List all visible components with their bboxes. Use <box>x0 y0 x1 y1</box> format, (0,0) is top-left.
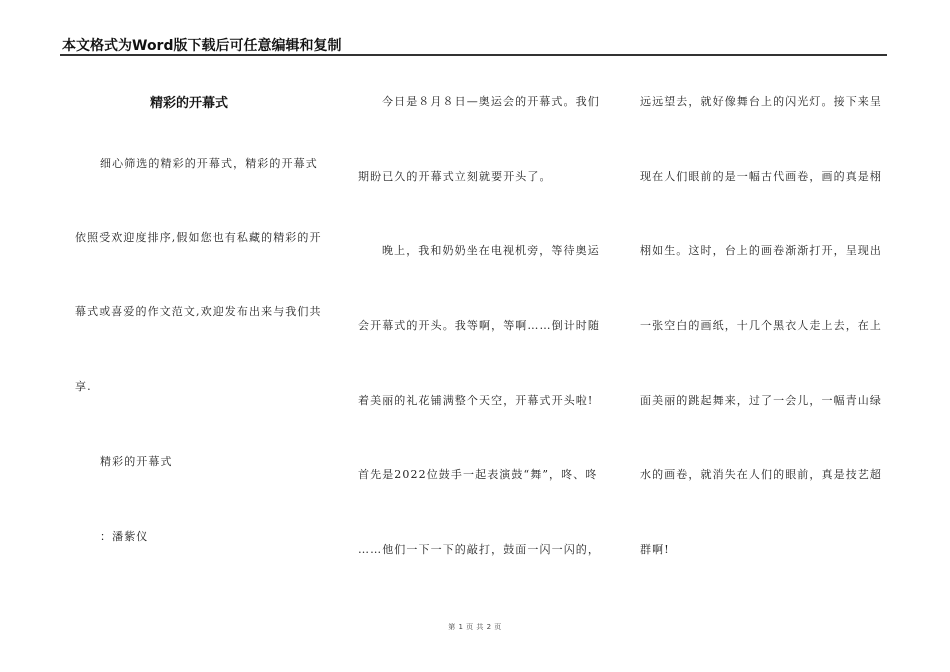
paragraph-line: 首先是2022位鼓手一起表演鼓“舞”，咚、咚 <box>358 468 598 481</box>
paragraph-line: ……他们一下一下的敲打，鼓面一闪一闪的， <box>358 543 600 556</box>
paragraph-line: 享. <box>75 380 92 393</box>
paragraph-line: 依照受欢迎度排序,假如您也有私藏的精彩的开 <box>75 231 322 244</box>
document-header-title: 本文格式为Word版下载后可任意编辑和复制 <box>62 38 342 54</box>
paragraph-line: 会开幕式的开头。我等啊，等啊……倒计时随 <box>358 319 600 332</box>
author-line: ：潘紫仪 <box>100 530 149 543</box>
paragraph-line: 栩如生。这时，台上的画卷渐渐打开，呈现出 <box>640 244 882 257</box>
paragraph-line: 群啊! <box>640 543 670 556</box>
header-divider <box>60 54 887 56</box>
paragraph-line: 着美丽的礼花铺满整个天空，开幕式开头啦! <box>358 394 594 407</box>
document-heading: 精彩的开幕式 <box>150 96 229 111</box>
paragraph-line: 晚上，我和奶奶坐在电视机旁，等待奥运 <box>382 244 600 257</box>
paragraph-line: 期盼已久的开幕式立刻就要开头了。 <box>358 170 552 183</box>
paragraph-line: 幕式或喜爱的作文范文,欢迎发布出来与我们共 <box>75 305 322 318</box>
page-number-footer: 第 1 页 共 2 页 <box>448 623 502 631</box>
paragraph-line: 水的画卷，就消失在人们的眼前，真是技艺超 <box>640 468 882 481</box>
paragraph-line: 面美丽的跳起舞来，过了一会儿，一幅青山绿 <box>640 394 882 407</box>
paragraph-line: 今日是８月８日—奥运会的开幕式。我们 <box>382 95 600 108</box>
paragraph-line: 远远望去，就好像舞台上的闪光灯。接下来呈 <box>640 95 882 108</box>
paragraph-line: 细心筛选的精彩的开幕式，精彩的开幕式 <box>100 157 318 170</box>
paragraph-line: 一张空白的画纸，十几个黑衣人走上去，在上 <box>640 319 882 332</box>
paragraph-line: 现在人们眼前的是一幅古代画卷，画的真是栩 <box>640 170 882 183</box>
subheading-line: 精彩的开幕式 <box>100 455 173 468</box>
